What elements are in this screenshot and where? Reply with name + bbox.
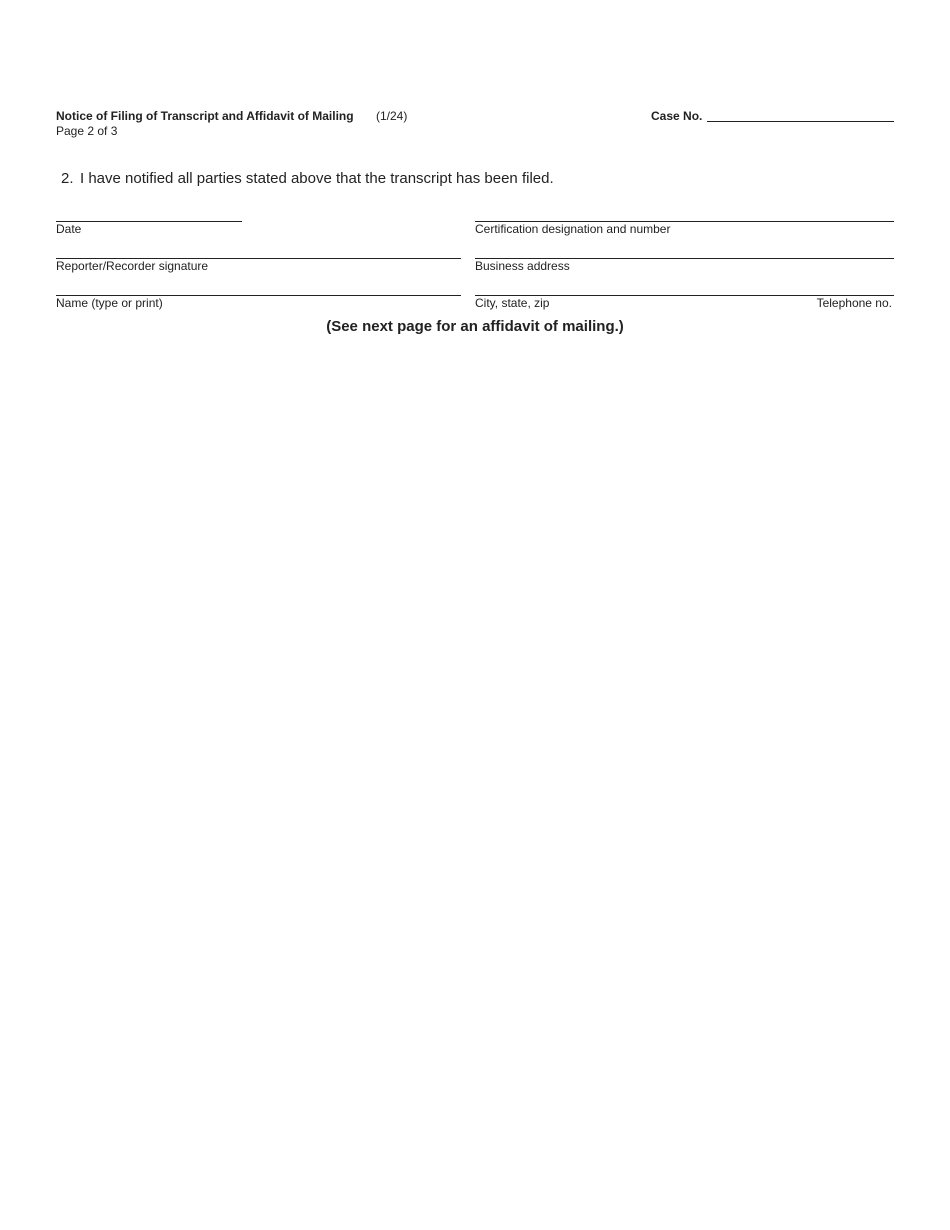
page-indicator: Page 2 of 3 bbox=[56, 124, 118, 138]
certification-label: Certification designation and number bbox=[475, 222, 671, 236]
case-no-field[interactable] bbox=[707, 121, 894, 122]
date-label: Date bbox=[56, 222, 82, 236]
footer-note: (See next page for an affidavit of mailing.) bbox=[326, 318, 624, 335]
form-title: Notice of Filing of Transcript and Affidavit of Mailing bbox=[56, 109, 354, 123]
date-field[interactable] bbox=[56, 221, 242, 222]
statement-text: I have notified all parties stated above that the transcript has been filed. bbox=[80, 170, 554, 187]
name-label: Name (type or print) bbox=[56, 296, 163, 310]
business-address-label: Business address bbox=[475, 259, 570, 273]
city-state-zip-label: City, state, zip bbox=[475, 296, 550, 310]
statement-number: 2. bbox=[61, 170, 74, 187]
form-revision: (1/24) bbox=[376, 109, 408, 123]
signature-label: Reporter/Recorder signature bbox=[56, 259, 209, 273]
case-no-label: Case No. bbox=[651, 109, 703, 123]
telephone-label: Telephone no. bbox=[816, 296, 892, 310]
